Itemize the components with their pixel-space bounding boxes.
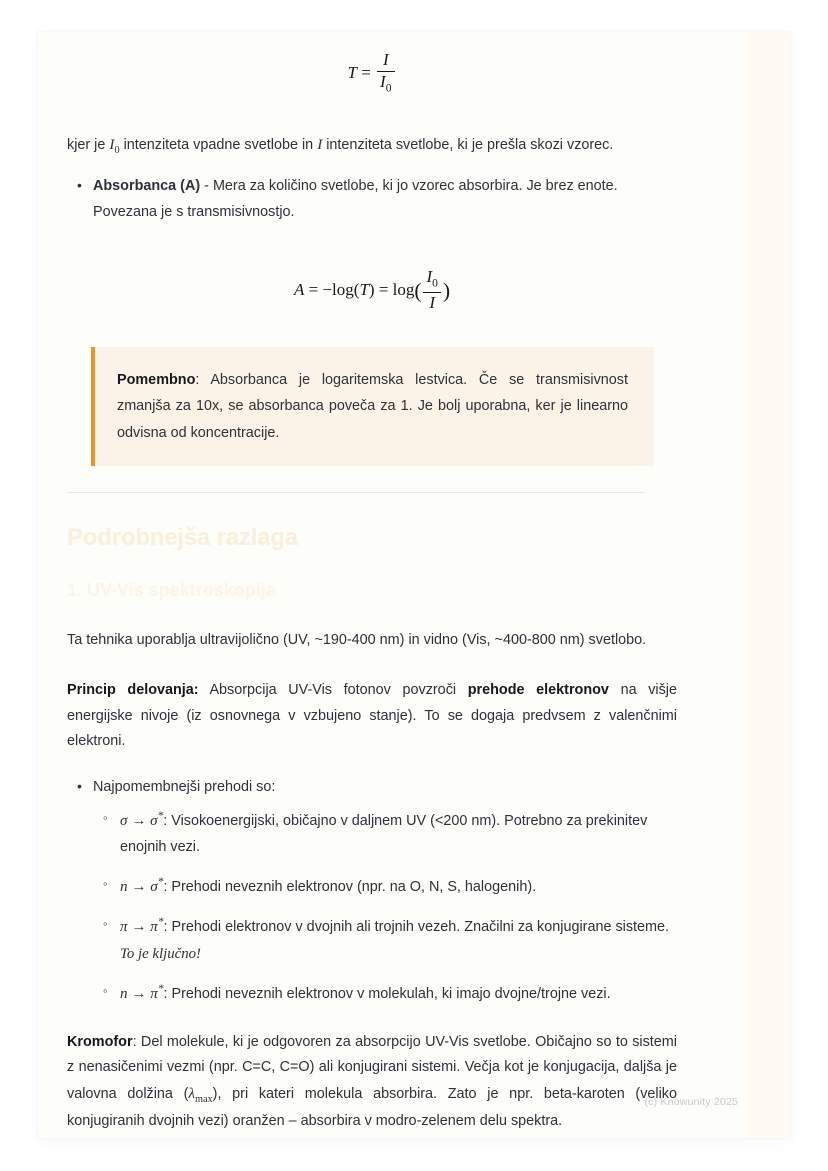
list-absorbanca: [67, 174, 677, 225]
formula-absorbance-numerator: $I_0$: [423, 268, 440, 292]
list-item-transition: [120, 872, 677, 901]
list-transitions: [93, 806, 677, 1007]
paragraph-princip-label: Princip delovanja:: [67, 681, 199, 698]
callout-important-body: : Absorbanca je logaritemska lestvica. Če se transmisivnost zmanjša za 10x, se absorbanca poveča za 1. Je bolj uporabna, ker je linearno odvisna od koncentracije.: [117, 372, 628, 441]
transition-text: Prehodi elektronov v dvojnih ali trojnih vezeh. Značilni za konjugirane sisteme.: [171, 919, 670, 936]
section-heading-uv-vis: 1. UV-Vis spektroskopija: [67, 579, 276, 600]
formula-transmittance-fraction: [377, 51, 394, 95]
paragraph-kromofor-part2: ), pri kateri molekula absorbira. Zato je npr. beta-karoten (veliko konjugiranih dvojnih vezi) oranžen – absorbira v modro-zelenem delu spektra.: [67, 1085, 677, 1130]
symbol-i-zero: $I_0$: [109, 136, 120, 156]
formula-absorbance-log-1: log(: [332, 280, 360, 300]
formula-absorbance-close-paren: ): [442, 278, 451, 303]
transition-colon: :: [163, 985, 172, 1002]
paragraph-ta-tehnika: Ta tehnika uporablja ultravijolično (UV, ~190-400 nm) in vidno (Vis, ~400-800 nm) svetlobo.: [67, 632, 647, 649]
list-item-transition: [120, 912, 677, 968]
transition-colon: :: [163, 879, 172, 896]
callout-important-label: Pomembno: [117, 372, 196, 389]
paragraph-kromofor: [67, 1030, 677, 1135]
paragraph-kjer-je-part1: kjer je: [67, 136, 110, 153]
formula-absorbance-open-paren: (: [414, 278, 422, 303]
callout-important-text: [117, 367, 628, 446]
formula-absorbance-fraction: [423, 268, 440, 312]
list-item-absorbanca-text: - Mera za količino svetlobe, ki jo vzorec absorbira. Je brez enote. Povezana je s transmisivnostjo.: [93, 178, 618, 220]
transition-notation: σ → σ*: [120, 810, 164, 830]
transition-notation: n → σ*: [120, 876, 164, 896]
list-item-transition: [120, 806, 677, 861]
section-divider: [67, 492, 645, 493]
formula-transmittance: [67, 52, 677, 96]
symbol-lambda-max: $\lambda_{max}$: [188, 1085, 213, 1105]
list-item-absorbanca-label: Absorbanca (A): [93, 178, 201, 195]
formula-absorbance: [67, 269, 677, 313]
transition-colon: :: [163, 919, 172, 936]
formula-absorbance-equals-2: =: [378, 280, 389, 300]
transition-notation: n → π*: [120, 982, 164, 1002]
transition-notation: π → π*: [120, 915, 164, 936]
formula-absorbance-lhs: A: [293, 280, 305, 300]
transition-colon: :: [163, 813, 172, 830]
formula-transmittance-denominator-subscript: 0: [385, 81, 392, 95]
paragraph-princip-part2: na višje energijske nivoje (iz osnovnega v vzbujeno stanje). To se dogaja predvsem z valenčnimi elektroni.: [67, 681, 678, 750]
list-prehodi: [67, 775, 677, 1008]
paragraph-kromofor-label: Kromofor: [67, 1033, 133, 1050]
formula-transmittance-equals: =: [361, 62, 371, 82]
page-title: Podrobnejša razlaga: [67, 523, 298, 551]
paragraph-kjer-je-part3: intenziteta svetlobe, ki je prešla skozi vzorec.: [322, 136, 614, 153]
list-item-prehodi-intro: [93, 775, 677, 1008]
transition-emphasis: To je ključno!: [120, 945, 201, 962]
formula-absorbance-equals-1: =: [308, 280, 319, 300]
formula-transmittance-numerator: I: [377, 51, 394, 72]
callout-important: [91, 347, 654, 466]
document-content: [67, 32, 677, 1138]
formula-absorbance-close-1: ): [368, 280, 375, 300]
formula-absorbance-log-2: log: [392, 280, 415, 300]
paragraph-kjer-je: [67, 132, 677, 160]
list-item-prehodi-intro-text: Najpomembnejši prehodi so:: [93, 778, 276, 795]
paragraph-kromofor-part1: : Del molekule, ki je odgovoren za absorpcijo UV-Vis svetlobe. Običajno so to sistemi z nenasičenimi vezmi (npr. C=C, C=O) ali konjugirani sistemi. Večja kot je konjugacija, daljša je valovna dolžina (: [67, 1033, 677, 1102]
transition-text: Prehodi neveznih elektronov (npr. na O, N, S, halogenih).: [171, 879, 537, 896]
formula-absorbance-arg-1: T: [359, 280, 369, 300]
transition-text: Visokoenergijski, običajno v daljnem UV (<200 nm). Potrebno za prekinitev enojnih vezi.: [120, 813, 648, 856]
paragraph-princip-bold: prehode elektronov: [467, 681, 609, 698]
symbol-i: I: [317, 136, 323, 153]
document-page: [38, 32, 790, 1138]
copyright-watermark: (c) Knowunity 2025: [644, 1096, 738, 1108]
paragraph-kjer-je-part2: intenziteta vpadne svetlobe in: [119, 136, 318, 153]
paragraph-princip-part1: Absorpcija UV-Vis fotonov povzroči: [198, 681, 468, 698]
list-item-transition: [120, 979, 677, 1008]
list-item-absorbanca: [93, 174, 677, 225]
paragraph-princip-delovanja: [67, 678, 677, 755]
formula-absorbance-denominator: I: [429, 292, 436, 312]
page-right-margin-strip: [748, 32, 790, 1138]
formula-absorbance-minus: −: [322, 280, 333, 300]
transition-text: Prehodi neveznih elektronov v molekulah, ki imajo dvojne/trojne vezi.: [171, 985, 611, 1002]
formula-transmittance-lhs: T: [347, 62, 357, 82]
formula-transmittance-denominator: $I_0$: [380, 71, 392, 95]
